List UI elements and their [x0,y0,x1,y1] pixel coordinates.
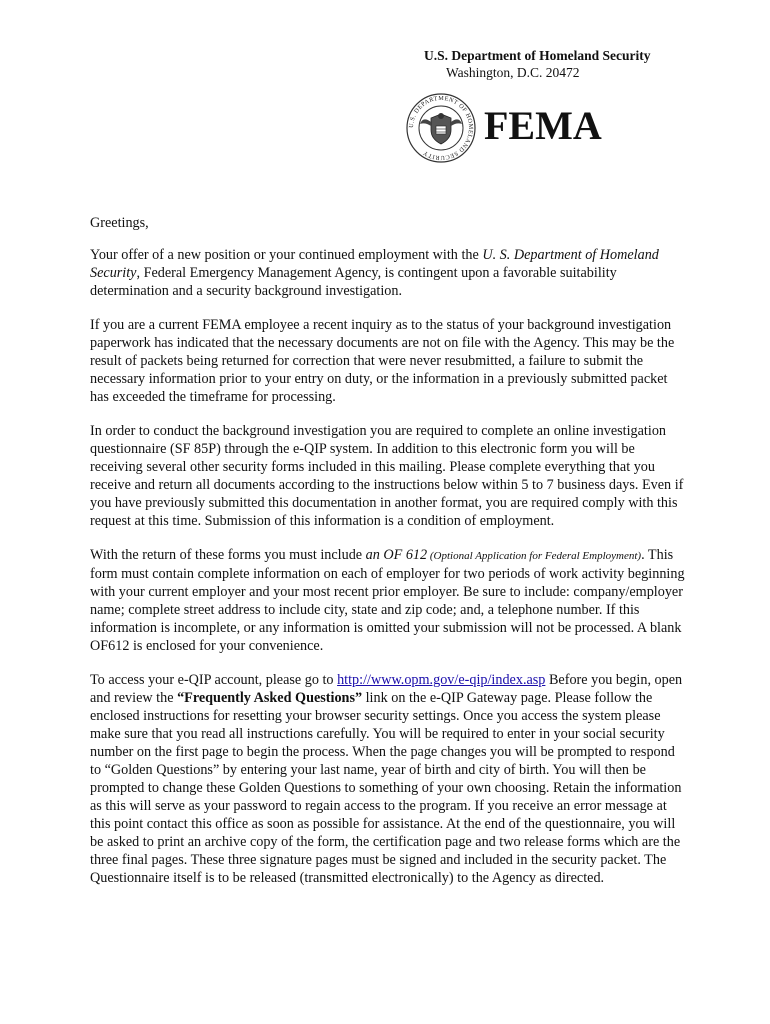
department-name: U.S. Department of Homeland Security [424,48,651,63]
dhs-seal-icon [405,92,477,164]
paragraph-eqip-access: To access your e-QIP account, please go to http://www.opm.gov/e-qip/index.asp Before you begin, open and review the “Frequently Asked Questions” link on the e-QIP Gateway page. Please follow the enclosed instructions for resetting your browser security settings. Once you access the system please make sure that you read all instructions carefully. You will be required to enter in your social security number on the first page to begin the process. When the page changes you will be prompted to respond to “Golden Questions” by entering your last name, year of birth and city of birth. You will then be prompted to change these Golden Questions to something of your own choosing. Retain the information as this will serve as your password to regain access to the program. If you receive an error message at this point contact this office as soon as possible for assistance. At the end of the questionnaire, you will be asked to print an archive copy of the form, the certification page and two release forms which are the three final pages. These three signature pages must be signed and included in the security packet. The Questionnaire itself is to be released (transmitted electronically) to the Agency as directed. [90,672,683,886]
paragraph-offer: Your offer of a new position or your continued employment with the U. S. Department of Homeland Security, Federal Emergency Management Agency, is contingent upon a favorable suitability determination and a security background investigation. [90,247,659,299]
department-address: Washington, D.C. 20472 [446,65,580,80]
letterhead [424,47,650,81]
paragraph-of612: With the return of these forms you must include an OF 612 (Optional Application for Federal Employment). This form must contain complete information on each of employer for two periods of work activity beginning with your current employer and your most recent prior employer. Be sure to include: company/employer name; complete street address to include city, state and zip code; and, a telephone number. If this information is incomplete, or any information is omitted your submission will not be processed. A blank OF612 is enclosed for your convenience. [90,547,685,654]
svg-text:U.S. DEPARTMENT OF HOMELAND SE: U.S. DEPARTMENT OF HOMELAND SECURITY [407,94,475,162]
greeting: Greetings, [90,215,149,231]
faq-reference: “Frequently Asked Questions” [177,690,363,706]
paragraph-current-employee: If you are a current FEMA employee a recent inquiry as to the status of your background investigation paperwork has indicated that the necessary documents are not on file with the Agency. This may be the result of packets being returned for correction that were never resubmitted, a failure to submit the necessary information prior to your entry on duty, or the information in a previously submitted packet has exceeded the timeframe for processing. [90,317,675,405]
fema-logo-text: FEMA [484,103,602,148]
paragraph-eqip-requirement: In order to conduct the background investigation you are required to complete an online investigation questionnaire (SF 85P) through the e-QIP system. In addition to this electronic form you will be receiving several other security forms included in this mailing. Please complete everything that you receive and return all documents according to the instructions below within 5 to 7 business days. Even if you have previously submitted this documentation in another format, you are required comply with this request at this time. Submission of this information is a condition of employment. [90,423,684,529]
letter-body [90,214,688,903]
eqip-link[interactable]: http://www.opm.gov/e-qip/index.asp [337,672,546,688]
